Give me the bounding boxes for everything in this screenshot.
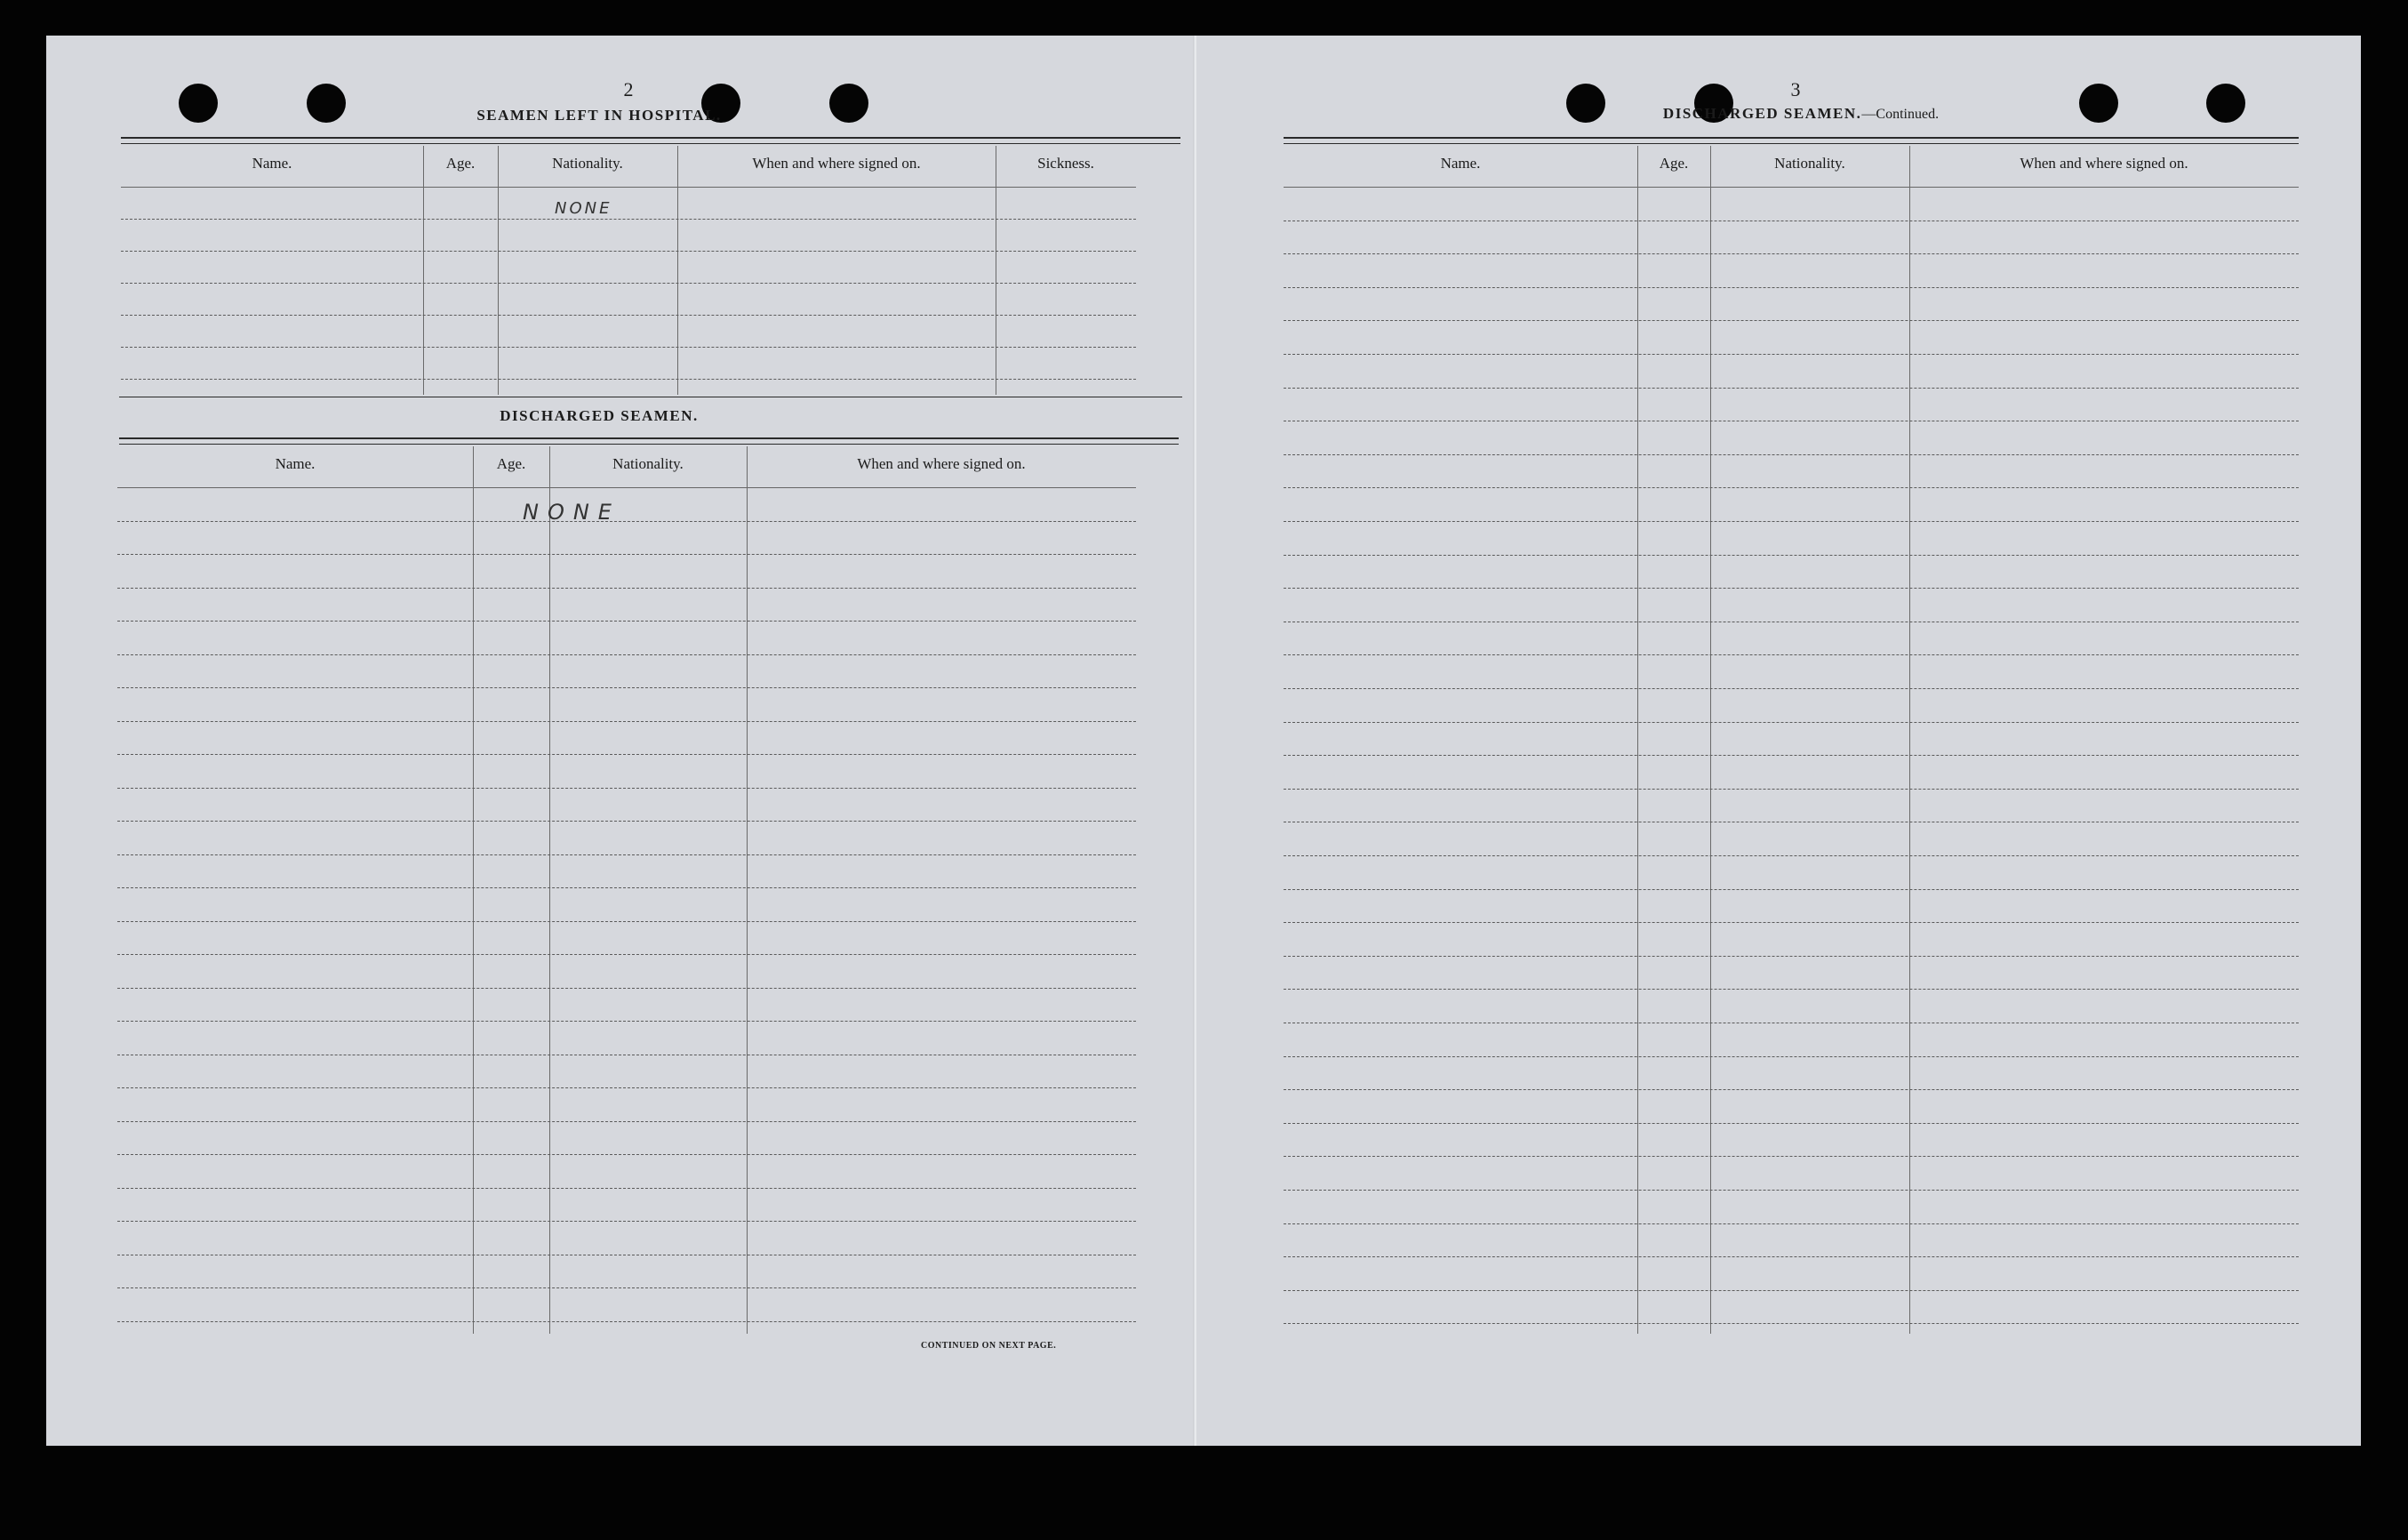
- table-row: [117, 1087, 1136, 1088]
- table-row: [117, 1221, 1136, 1222]
- column-header: Nationality.: [1774, 155, 1845, 172]
- column-divider: [473, 446, 474, 1334]
- table-row: [117, 1021, 1136, 1022]
- column-header: Name.: [275, 455, 316, 472]
- column-header: Age.: [1659, 155, 1689, 172]
- table-row: [117, 621, 1136, 622]
- table-row: [1284, 1089, 2299, 1090]
- table-row: [1284, 654, 2299, 655]
- title-main: DISCHARGED SEAMEN.: [1662, 105, 1862, 122]
- table-row: [1284, 1256, 2299, 1257]
- table-row: [117, 521, 1136, 522]
- punch-hole: [2079, 84, 2118, 123]
- table-row: [1284, 956, 2299, 957]
- column-header: Age.: [496, 455, 526, 472]
- column-header: Name.: [252, 155, 292, 172]
- title-suffix: —Continued.: [1861, 107, 1940, 122]
- right-page: [1196, 36, 2361, 1446]
- hospital-section-title: SEAMEN LEFT IN HOSPITAL.: [476, 107, 722, 124]
- table-row: [1284, 287, 2299, 288]
- table-row: [117, 654, 1136, 655]
- column-header: When and where signed on.: [2020, 155, 2188, 172]
- table-top-rule: [1284, 137, 2299, 144]
- table-row: [121, 347, 1136, 348]
- table-row: [117, 554, 1136, 555]
- table-row: [117, 1154, 1136, 1155]
- table-row: [117, 1188, 1136, 1189]
- punch-hole: [179, 84, 218, 123]
- table-row: [1284, 521, 2299, 522]
- table-row: [1284, 1156, 2299, 1157]
- table-row: [121, 283, 1136, 284]
- table-row: [117, 854, 1136, 855]
- header-separator: [121, 187, 1136, 188]
- table-row: [1284, 1190, 2299, 1191]
- table-top-rule: [121, 137, 1180, 144]
- table-row: [1284, 320, 2299, 321]
- table-row: [1284, 889, 2299, 890]
- column-divider: [747, 446, 748, 1334]
- header-separator: [117, 487, 1136, 488]
- table-row: [117, 1287, 1136, 1288]
- table-row: [117, 954, 1136, 955]
- discharged-continued-title: [1614, 105, 1988, 123]
- table-row: [117, 921, 1136, 922]
- punch-hole: [307, 84, 346, 123]
- table-row: [117, 988, 1136, 989]
- header-separator: [1284, 187, 2299, 188]
- table-row: [1284, 354, 2299, 355]
- table-row: [117, 821, 1136, 822]
- table-row: [117, 887, 1136, 888]
- table-row: [117, 588, 1136, 589]
- table-row: [1284, 1290, 2299, 1291]
- table-top-rule: [119, 437, 1179, 445]
- column-header: Name.: [1440, 155, 1481, 172]
- left-page: [46, 36, 1195, 1446]
- table-row: [121, 219, 1136, 220]
- table-row: [121, 315, 1136, 316]
- table-row: [1284, 588, 2299, 589]
- table-row: [1284, 388, 2299, 389]
- table-row: [1284, 1123, 2299, 1124]
- table-row: [1284, 722, 2299, 723]
- table-row: [1284, 253, 2299, 254]
- table-row: [1284, 922, 2299, 923]
- column-divider: [677, 146, 678, 395]
- page-number: 3: [1790, 78, 1801, 100]
- table-row: [1284, 989, 2299, 990]
- table-row: [1284, 855, 2299, 856]
- handwritten-entry: NONE: [555, 199, 612, 218]
- table-row: [117, 721, 1136, 722]
- table-row: [117, 788, 1136, 789]
- table-row: [1284, 1223, 2299, 1224]
- table-row: [117, 754, 1136, 755]
- discharged-section-title: DISCHARGED SEAMEN.: [500, 407, 699, 424]
- column-header: Nationality.: [552, 155, 623, 172]
- table-row: [1284, 789, 2299, 790]
- column-divider: [549, 446, 550, 1334]
- table-row: [1284, 454, 2299, 455]
- table-row: [1284, 1323, 2299, 1324]
- table-row: [1284, 688, 2299, 689]
- column-header: Sickness.: [1037, 155, 1094, 172]
- table-row: [1284, 555, 2299, 556]
- table-row: [1284, 487, 2299, 488]
- handwritten-entry: NONE: [523, 500, 620, 525]
- column-header: Age.: [445, 155, 476, 172]
- page-number: 2: [623, 78, 634, 100]
- table-row: [117, 1121, 1136, 1122]
- column-header: When and where signed on.: [857, 455, 1026, 472]
- table-row: [117, 687, 1136, 688]
- column-divider: [423, 146, 424, 395]
- table-row: [117, 1321, 1136, 1322]
- punch-hole: [1566, 84, 1605, 123]
- table-row: [1284, 755, 2299, 756]
- punch-hole: [829, 84, 868, 123]
- table-row: [121, 379, 1136, 380]
- continued-note: CONTINUED ON NEXT PAGE.: [921, 1341, 1057, 1351]
- column-divider: [498, 146, 499, 395]
- column-header: When and where signed on.: [752, 155, 921, 172]
- table-row: [121, 251, 1136, 252]
- punch-hole: [2206, 84, 2245, 123]
- column-header: Nationality.: [612, 455, 684, 472]
- table-row: [1284, 1056, 2299, 1057]
